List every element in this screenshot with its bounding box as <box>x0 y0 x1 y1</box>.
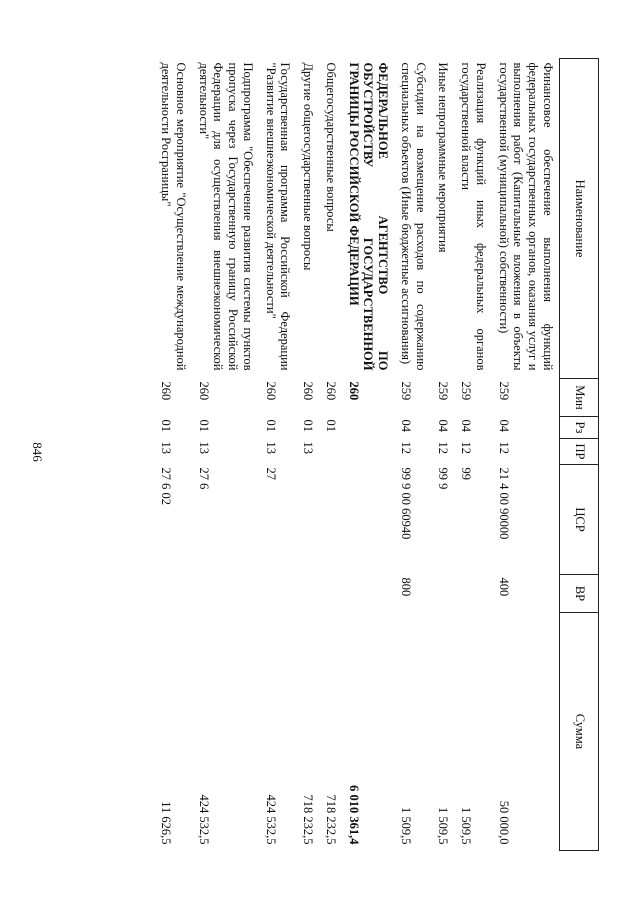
cell-name: ФЕДЕРАЛЬНОЕ АГЕНТСТВО ПО ОБУСТРОЙСТВУ ГОСУДАРСТВЕННОЙ ГРАНИЦЫ РОССИЙСКОЙ ФЕДЕРАЦИИ <box>346 62 391 371</box>
table-row <box>259 59 297 851</box>
column-header-pr: ПР <box>560 439 599 465</box>
cell-min: 260 <box>196 381 211 401</box>
column-header-csr: ЦСР <box>560 465 599 575</box>
cell-vr <box>297 575 320 613</box>
cell-csr <box>297 465 320 575</box>
cell-name: Субсидии на возмещение расходов по содержанию специальных объектов (Иные бюджетные ассигнования) <box>399 62 428 371</box>
cell-pr: 12 <box>399 441 413 454</box>
cell-min: 260 <box>159 381 174 401</box>
column-header-vr: ВР <box>560 575 599 613</box>
cell-min: 260 <box>324 381 338 401</box>
table-row <box>394 59 432 851</box>
cell-sum: 1 509,5 <box>399 807 413 845</box>
cell-rz <box>342 417 394 439</box>
cell-csr: 27 6 <box>196 467 211 490</box>
table-row <box>192 59 259 851</box>
cell-csr: 99 <box>459 467 474 480</box>
cell-min: 260 <box>346 381 361 401</box>
cell-csr: 27 6 02 <box>159 467 174 505</box>
cell-min: 260 <box>301 381 316 401</box>
cell-vr <box>155 575 193 613</box>
table-row <box>492 59 560 851</box>
cell-csr: 27 <box>263 467 278 480</box>
cell-name: Иные непрограммные мероприятия <box>436 62 451 253</box>
cell-rz: 04 <box>399 419 413 432</box>
cell-sum: 1 509,5 <box>459 807 474 845</box>
cell-name: Финансовое обеспечение выполнения функций федеральных государственных органов, оказания услуг и выполнения работ (Капитальные вложения в объекты государственной (муниципальной) собственности) <box>496 62 555 371</box>
cell-sum: 50 000,0 <box>496 800 511 845</box>
table-header-row <box>560 59 599 851</box>
cell-pr: 12 <box>459 441 474 454</box>
cell-csr: 21 4 00 90000 <box>496 467 511 540</box>
cell-rz: 01 <box>301 419 316 432</box>
budget-table-sheet <box>71 58 599 850</box>
cell-pr: 12 <box>496 441 511 454</box>
cell-sum: 424 532,5 <box>196 794 211 845</box>
table-row <box>432 59 455 851</box>
column-header-sum: Сумма <box>560 613 599 851</box>
cell-name: Подпрограмма "Обеспечение развития системы пунктов пропуска через Государственную границу Российской Федерации для осуществления внешнеэкономической деятельности" <box>196 62 255 371</box>
cell-pr: 13 <box>263 441 278 454</box>
cell-vr <box>432 575 455 613</box>
cell-sum: 6 010 361,4 <box>346 785 361 845</box>
cell-vr <box>319 575 342 613</box>
table-row <box>455 59 493 851</box>
cell-rz: 04 <box>496 419 511 432</box>
cell-pr: 12 <box>436 441 451 454</box>
cell-min: 259 <box>399 381 413 401</box>
cell-rz: 01 <box>196 419 211 432</box>
table-row <box>319 59 342 851</box>
table-row <box>155 59 193 851</box>
cell-vr: 800 <box>399 577 413 597</box>
cell-rz: 01 <box>263 419 278 432</box>
cell-sum: 424 532,5 <box>263 794 278 845</box>
cell-rz: 01 <box>324 419 338 432</box>
cell-min: 259 <box>459 381 474 401</box>
cell-sum: 718 232,5 <box>324 794 338 845</box>
cell-pr: 13 <box>196 441 211 454</box>
cell-sum: 1 509,5 <box>436 807 451 845</box>
cell-rz: 04 <box>436 419 451 432</box>
cell-vr: 400 <box>496 577 511 597</box>
column-header-rz: Рз <box>560 417 599 439</box>
cell-vr <box>192 575 259 613</box>
cell-name: Общегосударственные вопросы <box>324 62 338 232</box>
cell-pr <box>342 439 394 465</box>
cell-vr <box>342 575 394 613</box>
cell-sum: 11 626,5 <box>159 801 174 845</box>
cell-csr <box>342 465 394 575</box>
table-row <box>297 59 320 851</box>
column-header-min: Мин <box>560 379 599 417</box>
table-row-agency <box>342 59 394 851</box>
cell-pr: 13 <box>159 441 174 454</box>
cell-rz: 01 <box>159 419 174 432</box>
cell-pr: 13 <box>301 441 316 454</box>
cell-vr <box>455 575 493 613</box>
cell-name: Другие общегосударственные вопросы <box>301 62 316 271</box>
budget-table <box>155 58 600 851</box>
cell-csr <box>319 465 342 575</box>
cell-name: Основное мероприятие "Осуществление международной деятельности Росграницы" <box>159 62 188 371</box>
cell-csr: 99 9 <box>436 467 451 490</box>
cell-min: 259 <box>496 381 511 401</box>
cell-csr: 99 9 00 60940 <box>399 467 413 540</box>
cell-sum: 718 232,5 <box>301 794 316 845</box>
page-number: 846 <box>30 442 45 462</box>
cell-vr <box>259 575 297 613</box>
column-header-name: Наименование <box>560 59 599 379</box>
cell-name: Государственная программа Российской Федерации "Развитие внешнеэкономической деятельности" <box>263 62 293 371</box>
cell-rz: 04 <box>459 419 474 432</box>
cell-pr <box>319 439 342 465</box>
cell-min: 259 <box>436 381 451 401</box>
cell-min: 260 <box>263 381 278 401</box>
cell-name: Реализация функций иных федеральных органов государственной власти <box>459 62 488 371</box>
